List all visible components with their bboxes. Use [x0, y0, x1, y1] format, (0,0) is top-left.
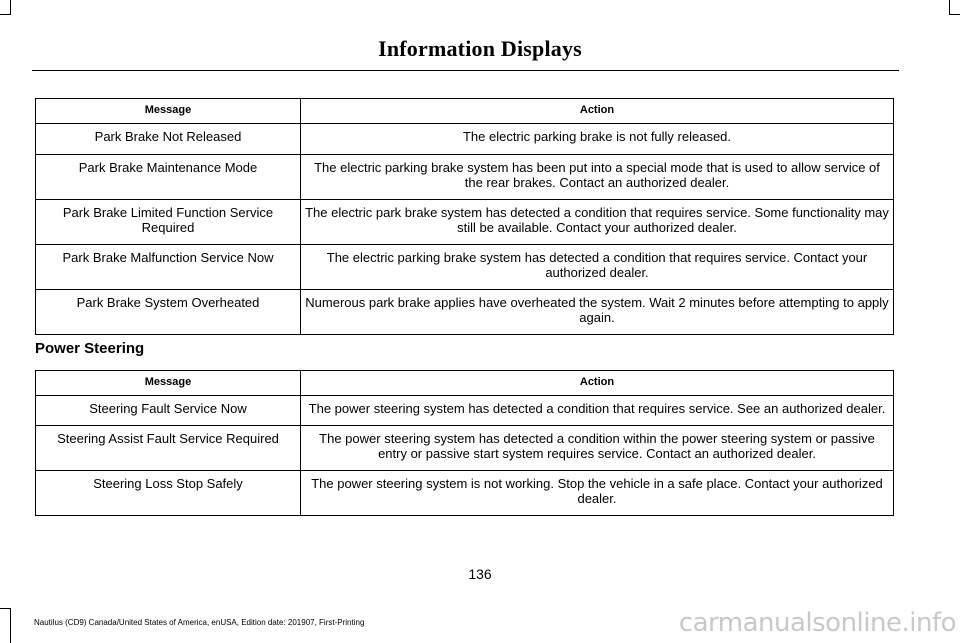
- message-cell: Park Brake System Overheated: [36, 289, 301, 334]
- message-cell: Steering Assist Fault Service Required: [36, 425, 301, 470]
- page-number: 136: [468, 566, 492, 582]
- action-cell: The electric parking brake system has detected a condition that requires service. Contact your authorized dealer.: [301, 244, 894, 289]
- crop-mark-bottom-left-h: [0, 608, 11, 609]
- table-header-row: [36, 99, 894, 124]
- table-header-row: [36, 371, 894, 396]
- action-cell: The electric parking brake is not fully released.: [301, 124, 894, 155]
- table-row: [36, 199, 894, 244]
- crop-mark-top-right-v: [949, 0, 950, 14]
- crop-mark-top-right-h: [949, 14, 960, 15]
- watermark: carmanualsonline.info: [678, 608, 956, 638]
- table-row: [36, 425, 894, 470]
- table-row: [36, 470, 894, 515]
- action-cell: The electric park brake system has detected a condition that requires service. Some functionality may still be available. Contact your authorized dealer.: [301, 199, 894, 244]
- message-cell: Steering Loss Stop Safely: [36, 470, 301, 515]
- page-header-title: Information Displays: [378, 36, 582, 61]
- table-row: [36, 396, 894, 426]
- action-cell: The power steering system has detected a condition that requires service. See an authorized dealer.: [301, 396, 894, 426]
- edition-footer: Nautilus (CD9) Canada/United States of America, enUSA, Edition date: 201907, First-Printing: [34, 618, 365, 627]
- action-cell: The power steering system has detected a condition within the power steering system or passive entry or passive start system requires service. Contact an authorized dealer.: [301, 425, 894, 470]
- table-row: [36, 154, 894, 199]
- column-header-message: Message: [36, 371, 301, 396]
- crop-mark-bottom-left-v: [10, 608, 11, 643]
- section-heading-power-steering: Power Steering: [35, 340, 145, 357]
- column-header-action: Action: [301, 99, 894, 124]
- action-cell: The power steering system is not working. Stop the vehicle in a safe place. Contact your authorized dealer.: [301, 470, 894, 515]
- crop-mark-top-left-h: [0, 14, 11, 15]
- column-header-message: Message: [36, 99, 301, 124]
- table-row: [36, 244, 894, 289]
- message-cell: Park Brake Limited Function Service Required: [36, 199, 301, 244]
- message-cell: Park Brake Maintenance Mode: [36, 154, 301, 199]
- message-cell: Steering Fault Service Now: [36, 396, 301, 426]
- action-cell: The electric parking brake system has been put into a special mode that is used to allow service of the rear brakes. Contact an authorized dealer.: [301, 154, 894, 199]
- crop-mark-top-left-v: [10, 0, 11, 14]
- message-cell: Park Brake Not Released: [36, 124, 301, 155]
- power-steering-messages-table: [35, 370, 894, 516]
- header-rule: [32, 70, 899, 71]
- table-row: [36, 124, 894, 155]
- column-header-action: Action: [301, 371, 894, 396]
- message-cell: Park Brake Malfunction Service Now: [36, 244, 301, 289]
- park-brake-messages-table: [35, 98, 894, 335]
- action-cell: Numerous park brake applies have overheated the system. Wait 2 minutes before attempting to apply again.: [301, 289, 894, 334]
- table-row: [36, 289, 894, 334]
